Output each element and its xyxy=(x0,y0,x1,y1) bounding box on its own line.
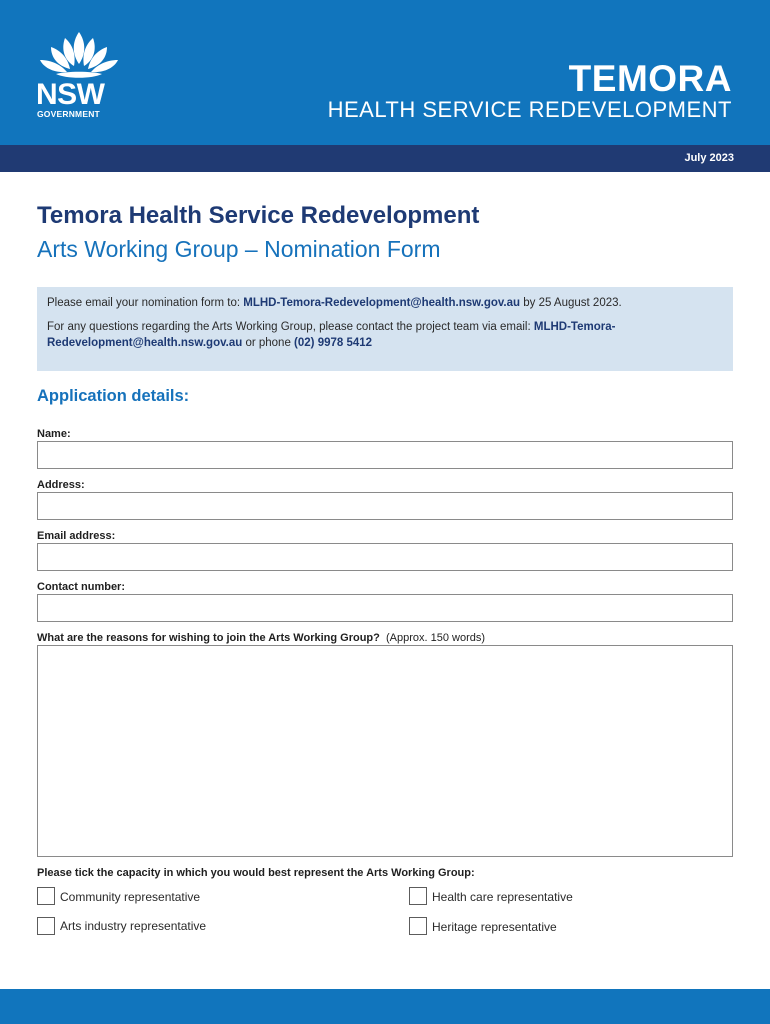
phone-prefix-text: or phone xyxy=(242,337,295,349)
heritage-representative-label: Heritage representative xyxy=(432,920,557,934)
info-box xyxy=(37,287,733,371)
footer-bar xyxy=(0,989,770,1024)
capacity-label: Please tick the capacity in which you would best represent the Arts Working Group: xyxy=(37,867,475,879)
community-representative-checkbox[interactable] xyxy=(37,887,55,905)
contact-instructions xyxy=(47,319,723,351)
header-banner xyxy=(0,0,770,145)
health-care-representative-checkbox[interactable] xyxy=(409,887,427,905)
document-date: July 2023 xyxy=(684,152,734,164)
reasons-label xyxy=(37,632,485,644)
address-field[interactable] xyxy=(37,492,733,520)
health-care-representative-label: Health care representative xyxy=(432,890,573,904)
logo-government-text: GOVERNMENT xyxy=(37,109,100,119)
email-label: Email address: xyxy=(37,530,116,542)
waratah-icon xyxy=(34,30,124,82)
contact-phone[interactable]: (02) 9978 5412 xyxy=(294,337,373,349)
logo-nsw-text: NSW xyxy=(36,78,105,111)
contact-number-label: Contact number: xyxy=(37,581,125,593)
deadline-text: by 25 August 2023. xyxy=(520,297,622,309)
name-field[interactable] xyxy=(37,441,733,469)
arts-industry-representative-checkbox[interactable] xyxy=(37,917,55,935)
document-subtitle: Arts Working Group – Nomination Form xyxy=(37,236,441,262)
reasons-hint: (Approx. 150 words) xyxy=(385,632,486,644)
community-representative-label: Community representative xyxy=(60,890,201,904)
date-bar xyxy=(0,145,770,172)
nsw-government-logo xyxy=(34,30,124,120)
section-heading: Application details: xyxy=(37,387,190,405)
arts-industry-representative-label: Arts industry representative xyxy=(60,919,207,933)
address-label: Address: xyxy=(37,479,85,491)
instruction-text: Please email your nomination form to: xyxy=(47,297,244,309)
brand-title: TEMORA xyxy=(568,58,732,99)
submission-instructions xyxy=(47,295,723,311)
heritage-representative-checkbox[interactable] xyxy=(409,917,427,935)
reasons-question: What are the reasons for wishing to join the Arts Working Group? xyxy=(37,632,380,644)
submission-email-link[interactable]: MLHD-Temora-Redevelopment@health.nsw.gov.au xyxy=(243,297,521,309)
contact-email-link[interactable]: MLHD-Temora-Redevelopment@health.nsw.gov.au xyxy=(47,321,616,349)
email-field[interactable] xyxy=(37,543,733,571)
contact-number-field[interactable] xyxy=(37,594,733,622)
contact-text: For any questions regarding the Arts Working Group, please contact the project team via email: xyxy=(47,321,534,333)
reasons-textarea[interactable] xyxy=(37,645,733,857)
document-title: Temora Health Service Redevelopment xyxy=(37,202,480,229)
name-label: Name: xyxy=(37,428,71,440)
brand-subtitle: HEALTH SERVICE REDEVELOPMENT xyxy=(327,97,732,122)
